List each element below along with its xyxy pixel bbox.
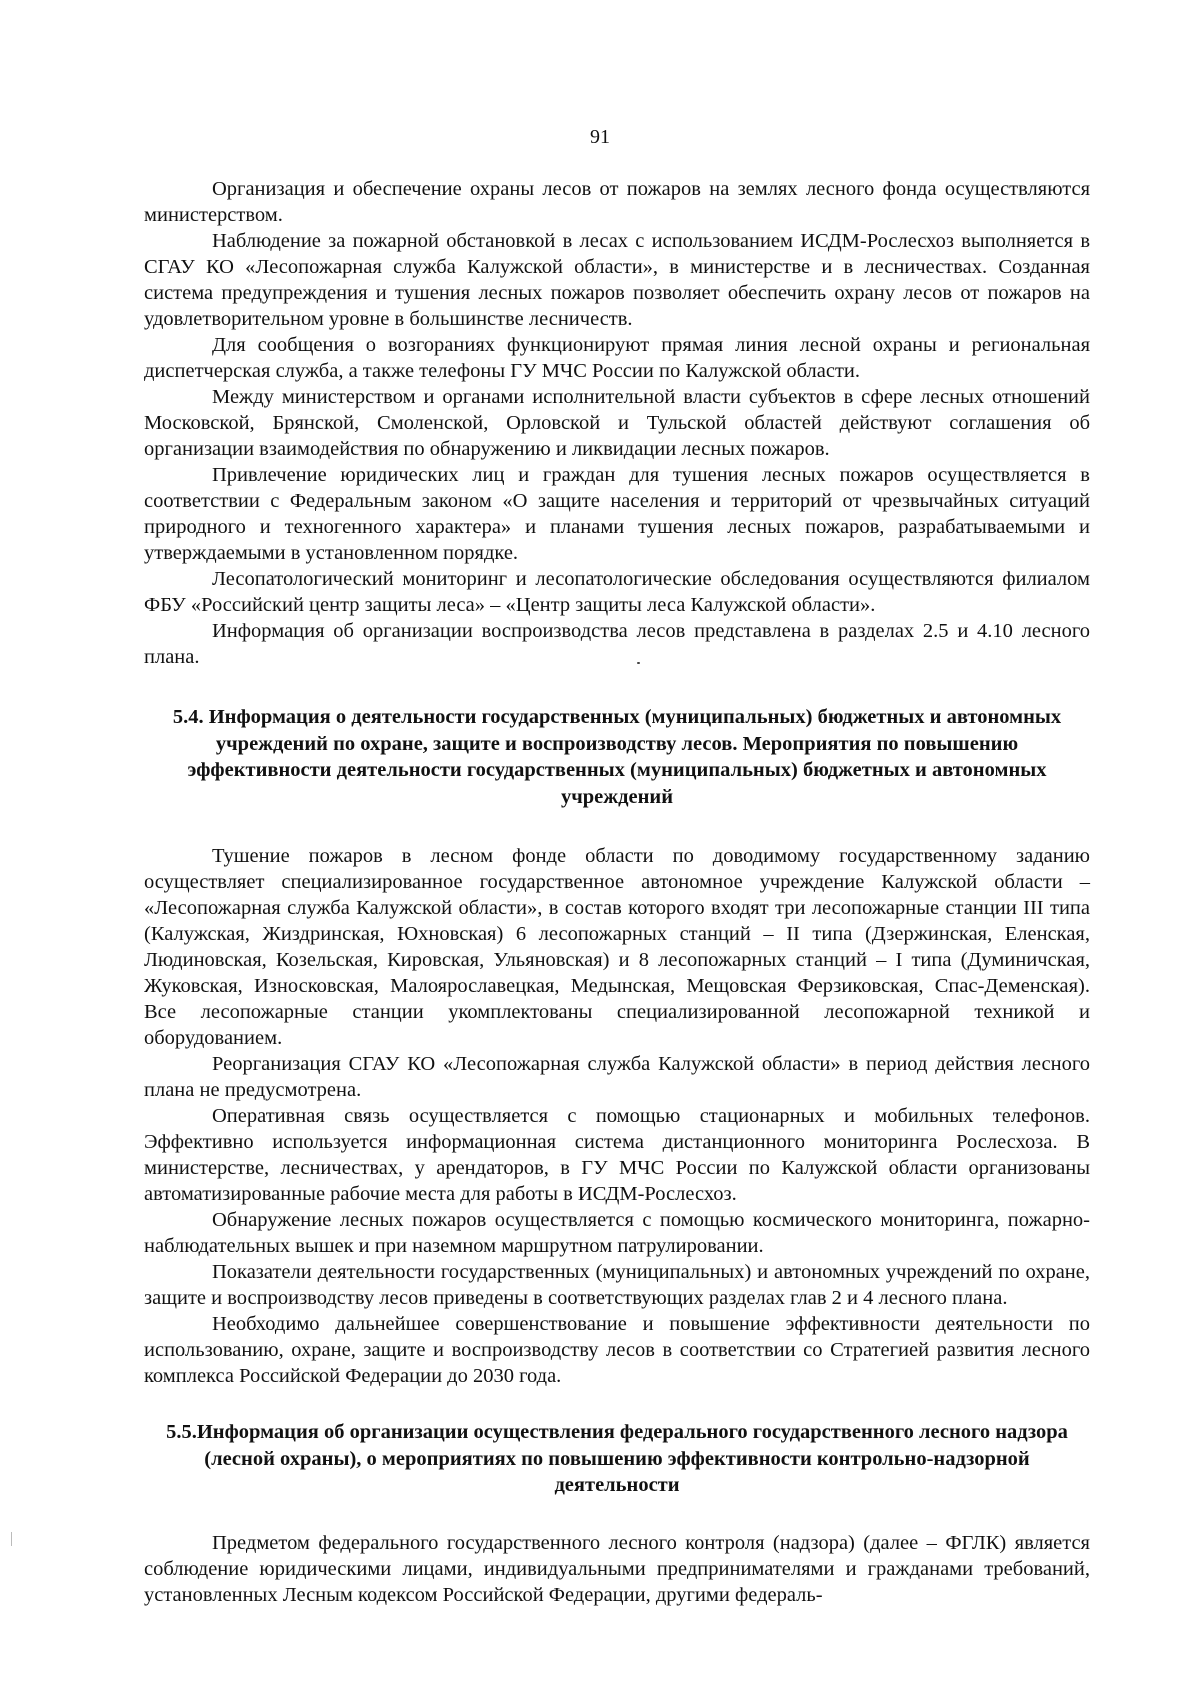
section-5-4-body <box>144 843 1090 1389</box>
intro-block <box>144 176 1090 670</box>
paragraph: Обнаружение лесных пожаров осуществляется с помощью космического мониторинга, пожарно-наблюдательных вышек и при наземном маршрутном патрулировании. <box>144 1209 1090 1257</box>
paragraph: Для сообщения о возгораниях функционируют прямая линия лесной охраны и региональная диспетчерская служба, а также телефоны ГУ МЧС России по Калужской области. <box>144 334 1090 382</box>
section-5-5-heading: 5.5.Информация об организации осуществления федерального государственного лесного надзора (лесной охраны), о мероприятиях по повышению эффективности контрольно-надзорной деятельности <box>166 1421 1068 1496</box>
paragraph: Предметом федерального государственного лесного контроля (надзора) (далее – ФГЛК) является соблюдение юридическими лицами, индивидуальными предпринимателями и гражданами требований, установленных Лесным кодексом Российской Федерации, другими федераль- <box>144 1531 1090 1606</box>
paragraph: Привлечение юридических лиц и граждан для тушения лесных пожаров осуществляется в соответствии с Федеральным законом «О защите населения и территорий от чрезвычайных ситуаций природного и техногенного характера» и планами тушения лесных пожаров, разрабатываемыми и утверждаемыми в установленном порядке. <box>144 464 1090 564</box>
paragraph: Необходимо дальнейшее совершенствование и повышение эффективности деятельности по использованию, охране, защите и воспроизводству лесов в соответствии со Стратегией развития лесного комплекса Российской Федерации до 2030 года. <box>144 1313 1090 1387</box>
scan-speck <box>637 662 640 664</box>
page-number: 91 <box>590 126 610 148</box>
section-5-5-body <box>144 1530 1090 1608</box>
paragraph: Показатели деятельности государственных (муниципальных) и автономных учреждений по охране, защите и воспроизводству лесов приведены в соответствующих разделах глав 2 и 4 лесного плана. <box>144 1261 1090 1309</box>
paragraph: Реорганизация СГАУ КО «Лесопожарная служба Калужской области» в период действия лесного плана не предусмотрена. <box>144 1053 1090 1101</box>
page-content <box>144 176 1090 1608</box>
scan-margin-mark <box>11 1532 12 1546</box>
paragraph: Организация и обеспечение охраны лесов от пожаров на землях лесного фонда осуществляются министерством. <box>144 178 1090 226</box>
section-5-4-heading: 5.4. Информация о деятельности государственных (муниципальных) бюджетных и автономных учреждений по охране, защите и воспроизводству лесов. Мероприятия по повышению эффективности деятельности государственных (муниципальных) бюджетных и автономных учреждений <box>172 706 1062 808</box>
paragraph: Наблюдение за пожарной обстановкой в лесах с использованием ИСДМ-Рослесхоз выполняется в СГАУ КО «Лесопожарная служба Калужской области», в министерстве и в лесничествах. Созданная система предупреждения и тушения лесных пожаров позволяет обеспечить охрану лесов от пожаров на удовлетворительном уровне в большинстве лесничеств. <box>144 230 1090 330</box>
paragraph: Оперативная связь осуществляется с помощью стационарных и мобильных телефонов. Эффективно используется информационная система дистанционного мониторинга Рослесхоза. В министерстве, лесничествах, у арендаторов, в ГУ МЧС России по Калужской области организованы автоматизированные рабочие места для работы в ИСДМ-Рослесхоз. <box>144 1105 1090 1205</box>
paragraph: Между министерством и органами исполнительной власти субъектов в сфере лесных отношений Московской, Брянской, Смоленской, Орловской и Тульской областей действуют соглашения об организации взаимодействия по обнаружению и ликвидации лесных пожаров. <box>144 386 1090 460</box>
paragraph: Лесопатологический мониторинг и лесопатологические обследования осуществляются филиалом ФБУ «Российский центр защиты леса» – «Центр защиты леса Калужской области». <box>144 568 1090 616</box>
paragraph: Информация об организации воспроизводства лесов представлена в разделах 2.5 и 4.10 лесного плана. <box>144 620 1090 668</box>
paragraph: Тушение пожаров в лесном фонде области по доводимому государственному заданию осуществляет специализированное государственное автономное учреждение Калужской области – «Лесопожарная служба Калужской области», в состав которого входят три лесопожарные станции III типа (Калужская, Жиздринская, Юхновская) 6 лесопожарных станций – II типа (Дзержинская, Еленская, Людиновская, Козельская, Кировская, Ульяновская) и 8 лесопожарных станций – I типа (Думиничская, Жуковская, Износковская, Малоярославецкая, Медынская, Мещовская Ферзиковская, Спас-Деменская). Все лесопожарные станции укомплектованы специализированной лесопожарной техникой и оборудованием. <box>144 845 1090 1049</box>
